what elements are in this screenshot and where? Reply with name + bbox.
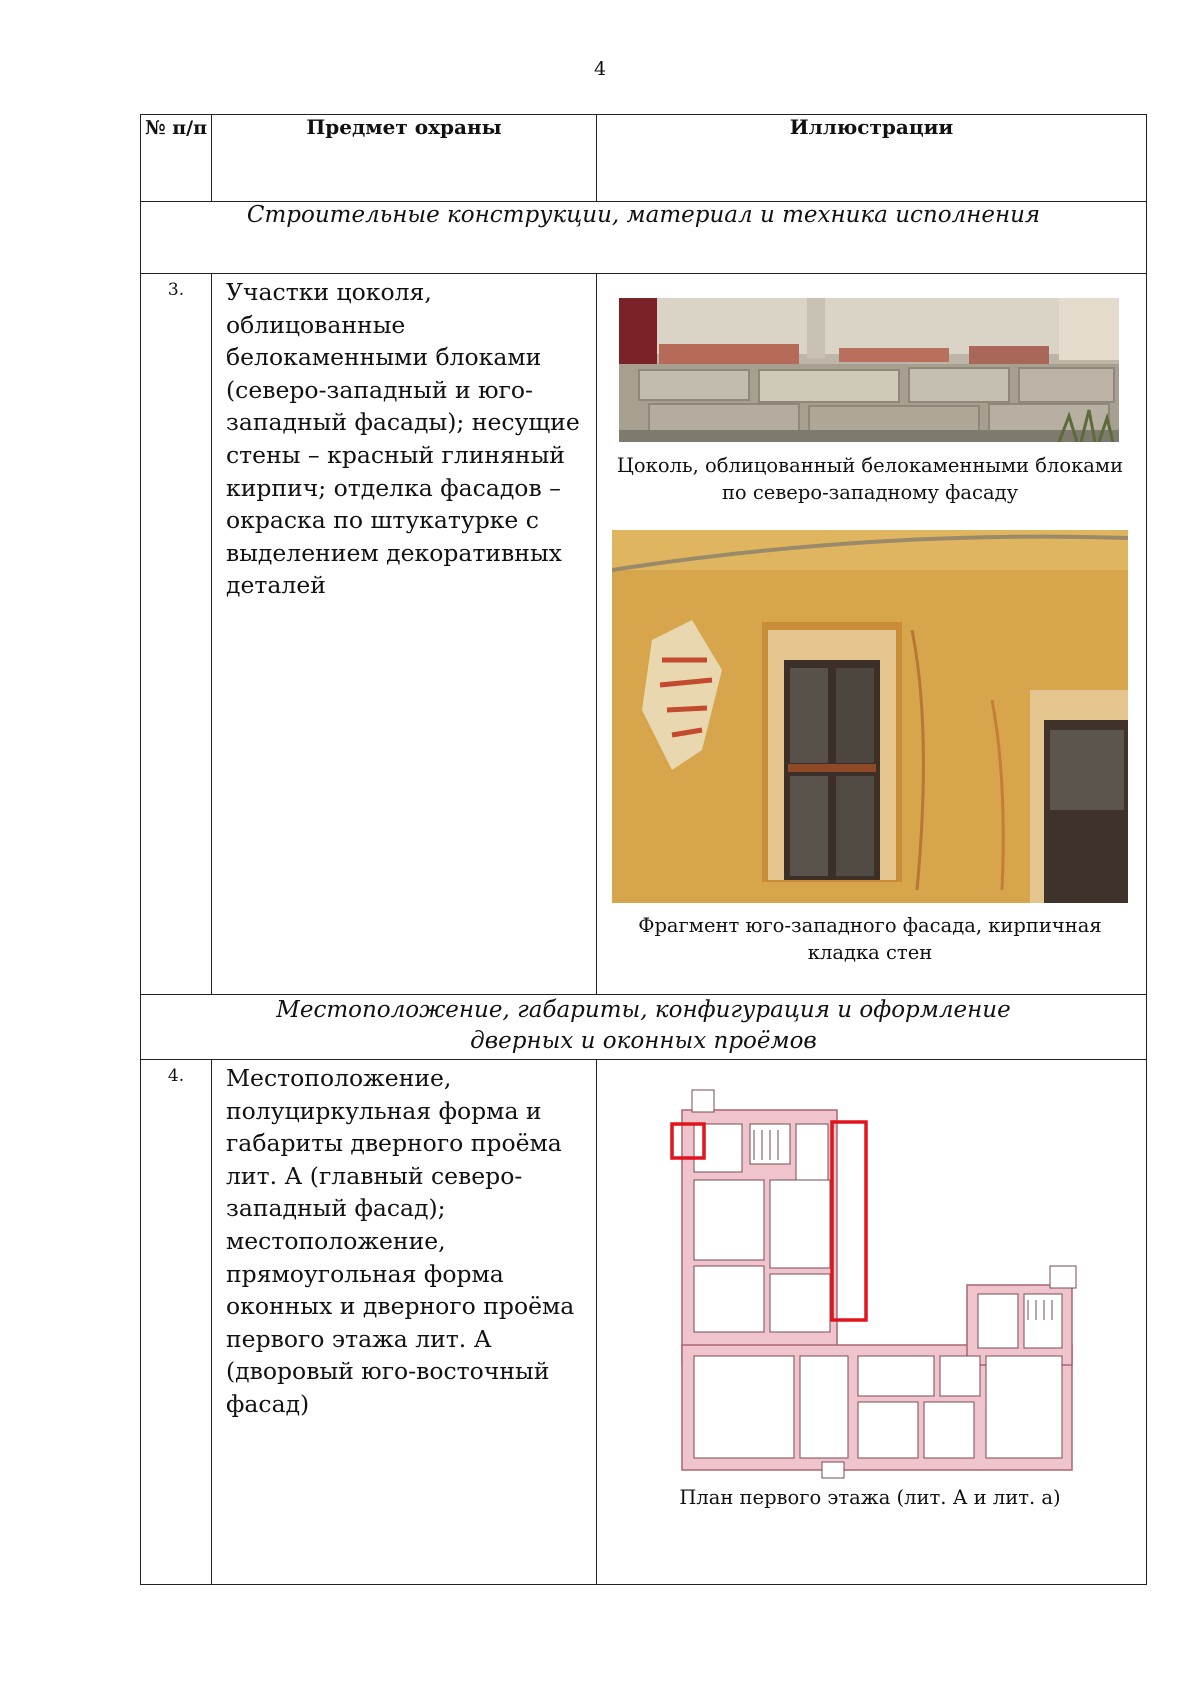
table-row bbox=[141, 274, 1147, 995]
floor-plan-drawing bbox=[652, 1080, 1082, 1480]
floor-plan-caption: План первого этажа (лит. А и лит. а) bbox=[679, 1486, 1061, 1509]
row-subject-text: Местоположение, полуциркульная форма и габариты дверного проёма лит. А (главный северо-западный фасад); местоположение, прямоугольная форма оконных и дверного проёма первого этажа лит. А (дворовый юго-восточный фасад) bbox=[212, 1060, 597, 1585]
row-number: 4. bbox=[141, 1060, 212, 1585]
section-row bbox=[141, 995, 1147, 1060]
section-title-line-1: Местоположение, габариты, конфигурация и оформление bbox=[276, 997, 1011, 1023]
plinth-photo-caption: Цоколь, облицованный белокаменными блоками по северо-западному фасаду bbox=[616, 454, 1124, 504]
table-row bbox=[141, 1060, 1147, 1585]
section-title: Строительные конструкции, материал и техника исполнения bbox=[141, 202, 1147, 274]
table-header-row bbox=[141, 115, 1147, 202]
plinth-photo bbox=[619, 298, 1119, 442]
facade-photo bbox=[612, 530, 1128, 903]
section-title bbox=[141, 995, 1147, 1060]
row-number: 3. bbox=[141, 274, 212, 995]
illustrations-cell bbox=[597, 274, 1147, 995]
header-number: № п/п bbox=[141, 115, 212, 202]
header-subject: Предмет охраны bbox=[212, 115, 597, 202]
illustrations-cell bbox=[597, 1060, 1147, 1585]
row-subject-text: Участки цоколя, облицованные белокаменными блоками (северо-западный и юго-западный фасады); несущие стены – красный глиняный кирпич; отделка фасадов – окраска по штукатурке с выделением декоративных деталей bbox=[212, 274, 597, 995]
section-title-line-2: дверных и оконных проёмов bbox=[470, 1028, 817, 1054]
protection-subject-table bbox=[140, 114, 1147, 1585]
facade-photo-caption: Фрагмент юго-западного фасада, кирпичная кладка стен bbox=[638, 914, 1102, 964]
page-number: 4 bbox=[593, 58, 607, 80]
section-row bbox=[141, 202, 1147, 274]
header-illustrations: Иллюстрации bbox=[597, 115, 1147, 202]
